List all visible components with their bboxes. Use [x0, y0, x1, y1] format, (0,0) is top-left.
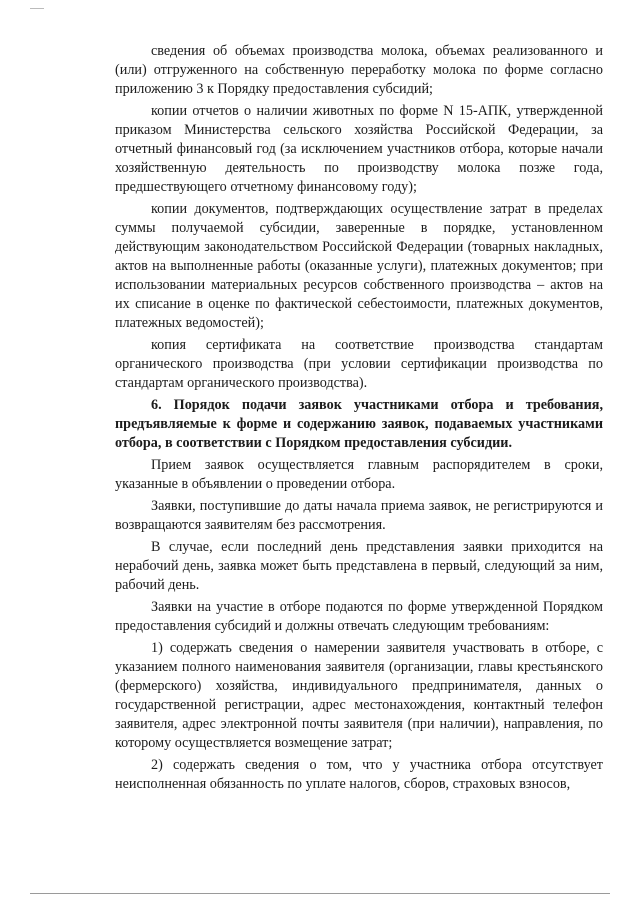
paragraph-milk-volumes: сведения об объемах производства молока, объемах реализованного и (или) отгруженного на собственную переработку молока по форме согласно приложению 3 к Порядку предоставления субсидий; [115, 43, 603, 97]
document-body [115, 42, 603, 797]
paragraph-animal-reports: копии отчетов о наличии животных по форме N 15-АПК, утвержденной приказом Министерства сельского хозяйства Российской Федерации, за отчетный финансовый год (за исключением участников отбора, которые начали хозяйственную деятельность по производству молока позже года, предшествующего отчетному финансовому году); [115, 103, 603, 195]
scan-mark [30, 8, 44, 9]
paragraph-organic-certificate: копия сертификата на соответствие производства стандартам органического производства (при условии сертификации производства по стандартам органического производства). [115, 337, 603, 391]
paragraph-nonworking-day: В случае, если последний день представления заявки приходится на нерабочий день, заявка может быть представлена в первый, следующий за ним, рабочий день. [115, 539, 603, 593]
list-item-2: 2) содержать сведения о том, что у участника отбора отсутствует неисполненная обязанность по уплате налогов, сборов, страховых взносов, [115, 757, 603, 792]
paragraph-expense-documents: копии документов, подтверждающих осуществление затрат в пределах суммы получаемой субсидии, заверенные в порядке, установленном действующим законодательством Российской Федерации (товарных накладных, актов на выполненные работы (оказанные услуги), платежных документов; при использовании материальных ресурсов собственного производства – актов на их списание в оценке по фактической себестоимости, платежных документов, платежных ведомостей); [115, 201, 603, 331]
section-heading-6: 6. Порядок подачи заявок участниками отбора и требования, предъявляемые к форме и содержанию заявок, подаваемых участниками отбора, в соответствии с Порядком предоставления субсидии. [115, 397, 603, 451]
page-bottom-rule [30, 893, 610, 894]
paragraph-application-requirements: Заявки на участие в отборе подаются по форме утвержденной Порядком предоставления субсидий и должны отвечать следующим требованиям: [115, 599, 603, 634]
paragraph-early-applications: Заявки, поступившие до даты начала приема заявок, не регистрируются и возвращаются заявителям без рассмотрения. [115, 498, 603, 533]
list-item-1: 1) содержать сведения о намерении заявителя участвовать в отборе, с указанием полного наименования заявителя (организации, главы крестьянского (фермерского) хозяйства, индивидуального предпринимателя, данных о государственной регистрации, адрес местонахождения, контактный телефон заявителя, адрес электронной почты заявителя (при наличии), направления, по которому осуществляется возмещение затрат; [115, 640, 603, 751]
paragraph-application-acceptance: Прием заявок осуществляется главным распорядителем в сроки, указанные в объявлении о проведении отбора. [115, 457, 603, 492]
